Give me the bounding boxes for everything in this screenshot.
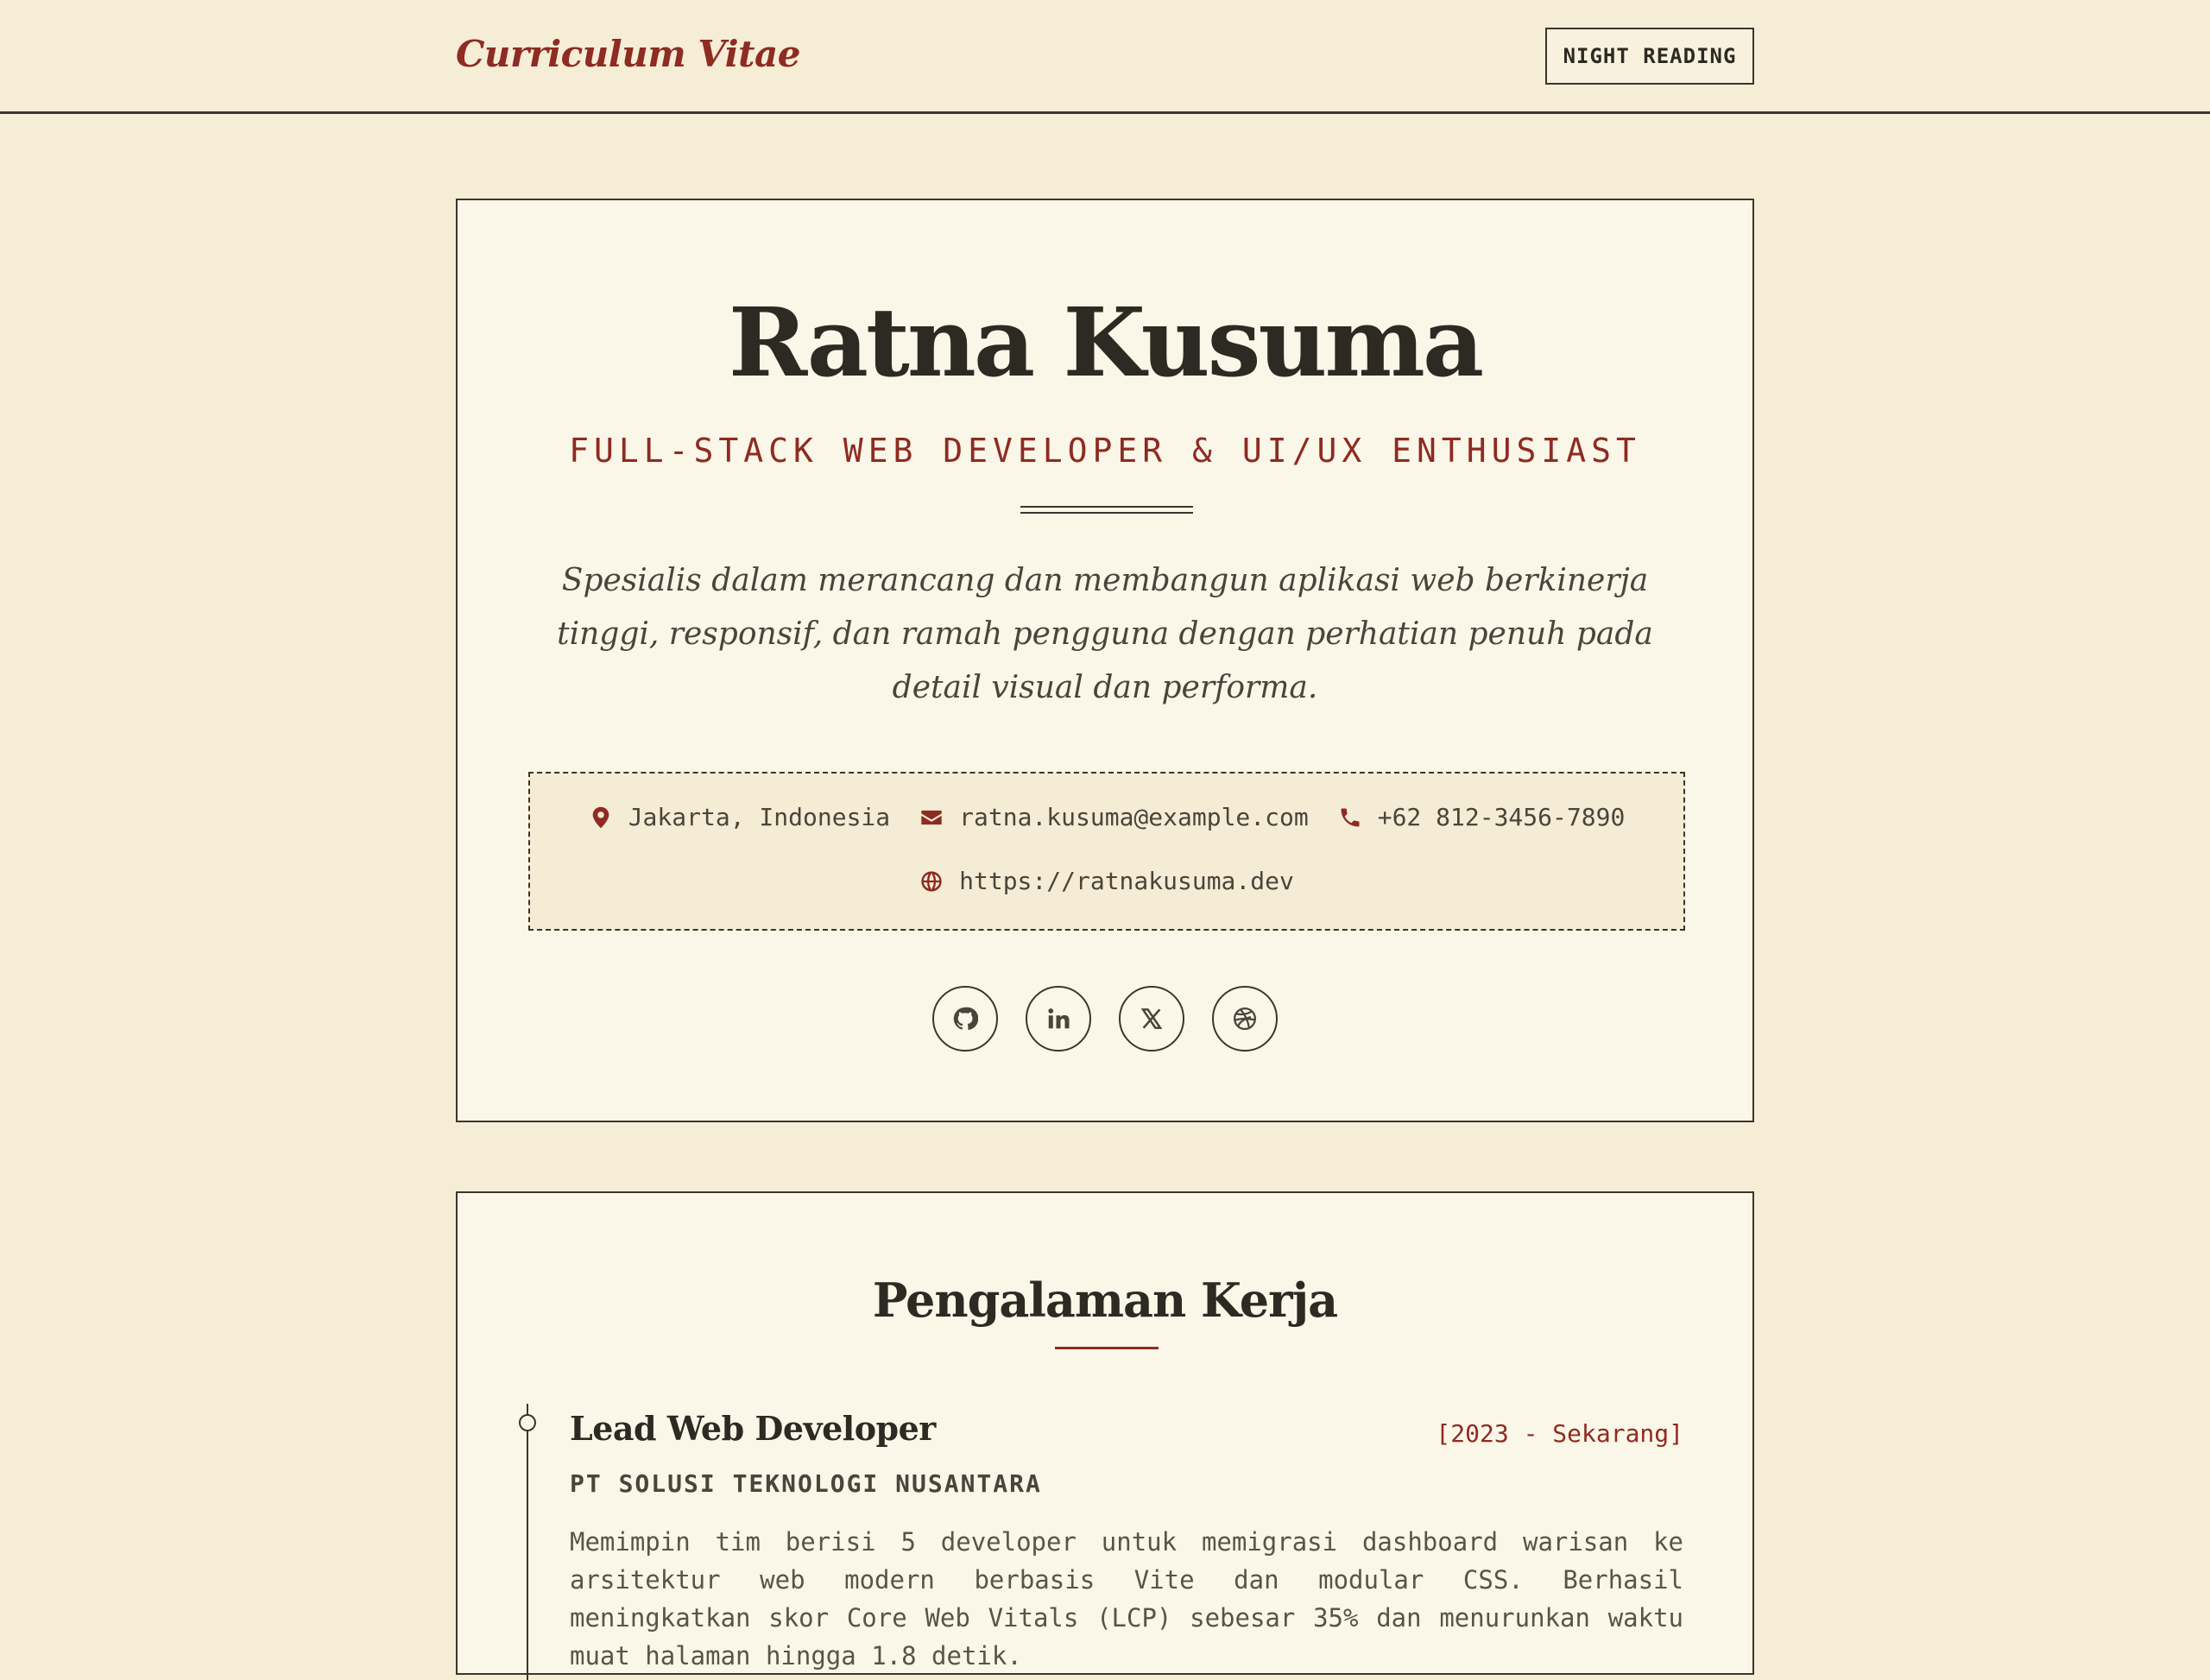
envelope-icon [919,805,944,830]
contact-row [530,867,1683,895]
experience-card [456,1191,1754,1675]
phone-link[interactable]: +62 812-3456-7890 [1377,803,1626,831]
job-title: Lead Web Developer [570,1409,936,1448]
github-icon [952,1006,978,1032]
double-divider [1020,506,1193,514]
social-links [458,986,1752,1052]
github-button[interactable] [932,986,998,1052]
top-bar [0,0,2210,114]
contact-website[interactable] [919,867,1294,895]
night-reading-button[interactable]: NIGHT READING [1545,28,1754,85]
profile-card [456,199,1754,1122]
globe-icon [919,869,944,894]
x-button[interactable] [1119,986,1184,1052]
linkedin-icon [1045,1006,1071,1032]
website-link[interactable]: https://ratnakusuma.dev [959,867,1294,895]
contact-row [530,803,1683,831]
phone-icon [1338,805,1362,830]
profile-role: FULL-STACK WEB DEVELOPER & UI/UX ENTHUSIAST [569,432,1641,470]
profile-name: Ratna Kusuma [728,287,1482,398]
email-link[interactable]: ratna.kusuma@example.com [959,803,1309,831]
map-pin-icon [589,805,613,830]
brand-title[interactable]: Curriculum Vitae [456,33,800,75]
job-company: PT SOLUSI TEKNOLOGI NUSANTARA [570,1469,1042,1498]
linkedin-button[interactable] [1026,986,1091,1052]
title-underline [1055,1347,1159,1349]
job-description: Memimpin tim berisi 5 developer untuk memigrasi dashboard warisan ke arsitektur web modern berbasis Vite dan modular CSS. Berhasil meningkatkan skor Core Web Vitals (LCP) sebesar 35% dan menurunkan waktu muat halaman hingga 1.8 detik. [570,1527,1683,1671]
timeline-dot [519,1414,536,1431]
timeline-line [527,1404,528,1680]
location-text: Jakarta, Indonesia [628,803,891,831]
section-title: Pengalaman Kerja [872,1273,1338,1328]
dribbble-icon [1232,1006,1258,1032]
dribbble-button[interactable] [1212,986,1278,1052]
x-icon [1139,1006,1165,1032]
contact-phone[interactable] [1338,803,1626,831]
job-date: [2023 - Sekarang] [1436,1419,1683,1448]
contact-email[interactable] [919,803,1309,831]
contact-box [528,772,1685,931]
contact-location [589,803,890,831]
profile-summary: Spesialis dalam merancang dan membangun aplikasi web berkinerja tinggi, responsif, dan ramah pengguna dengan perhatian penuh pada detail visual dan performa. [557,563,1653,705]
